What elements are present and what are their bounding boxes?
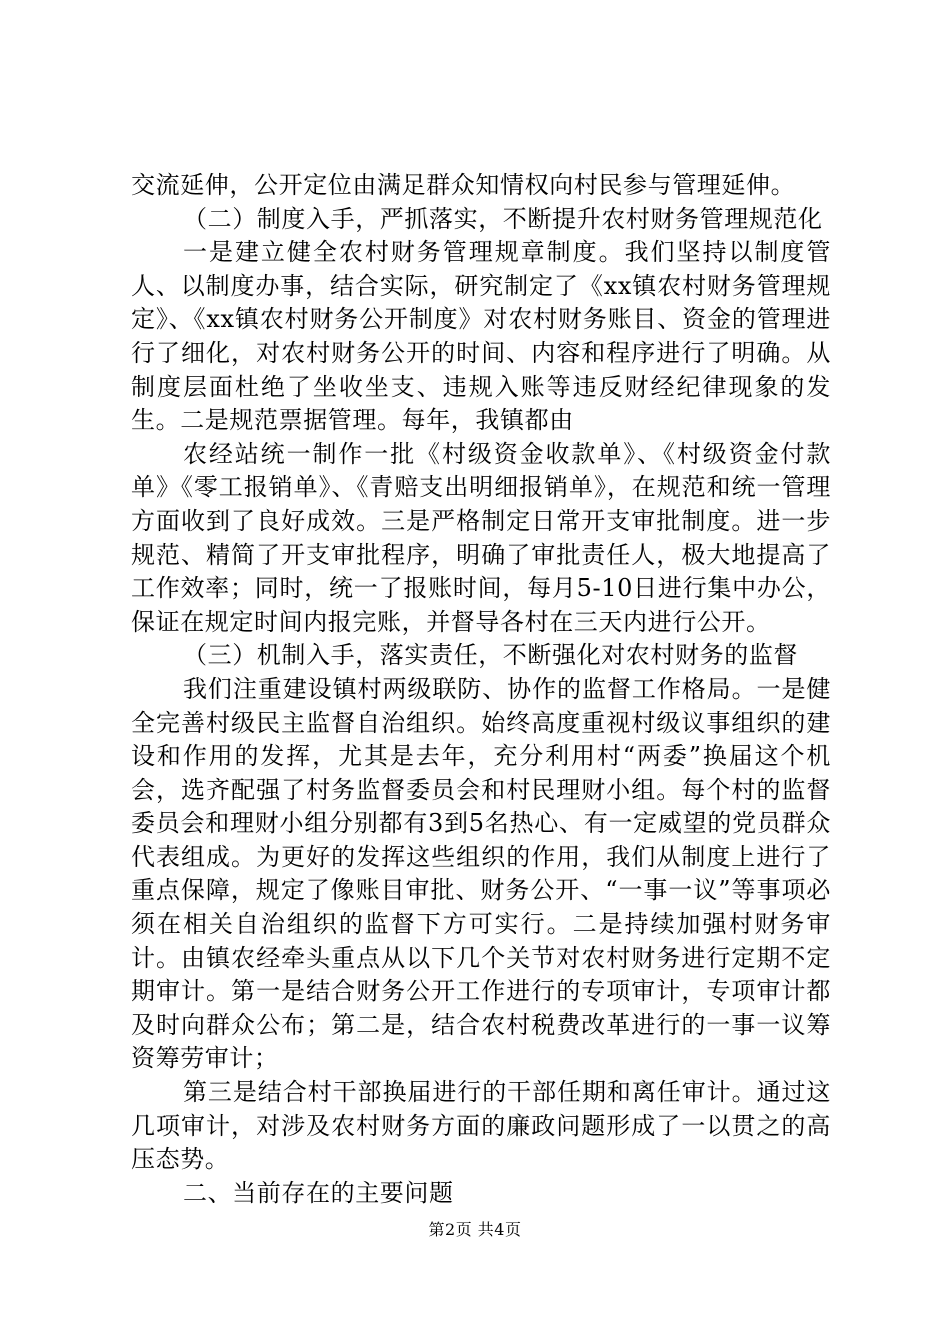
paragraph: 一是建立健全农村财务管理规章制度。我们坚持以制度管人、以制度办事，结合实际，研究制定了《xx镇农村财务管理规定》、《xx镇农村财务公开制度》对农村财务账目、资金的管理进行了细化，对农村财务公开的时间、内容和程序进行了明确。从制度层面杜绝了坐收坐支、违规入账等违反财经纪律现象的发生。二是规范票据管理。每年，我镇都由: [131, 238, 831, 435]
document-body: [131, 169, 831, 1210]
paragraph-continuation: 交流延伸，公开定位由满足群众知情权向村民参与管理延伸。: [131, 171, 796, 199]
paragraph: 我们注重建设镇村两级联防、协作的监督工作格局。一是健全完善村级民主监督自治组织。始终高度重视村级议事组织的建设和作用的发挥，尤其是去年，充分利用村“两委”换届这个机会，选齐配强了村务监督委员会和村民理财小组。每个村的监督委员会和理财小组分别都有3到5名热心、有一定威望的党员群众代表组成。为更好的发挥这些组织的作用，我们从制度上进行了重点保障，规定了像账目审批、财务公开、“一事一议”等事项必须在相关自治组织的监督下方可实行。二是持续加强村财务审计。由镇农经牵头重点从以下几个关节对农村财务进行定期不定期审计。第一是结合财务公开工作进行的专项审计，专项审计都及时向群众公布；第二是，结合农村税费改革进行的一事一议筹资筹劳审计；: [131, 674, 831, 1073]
paragraph: 农经站统一制作一批《村级资金收款单》、《村级资金付款单》《零工报销单》、《青赔支出明细报销单》，在规范和统一管理方面收到了良好成效。三是严格制定日常开支审批制度。进一步规范、精简了开支审批程序，明确了审批责任人，极大地提高了工作效率；同时，统一了报账时间，每月5-10日进行集中办公，保证在规定时间内报完账，并督导各村在三天内进行公开。: [131, 439, 831, 636]
section-heading-2: （二）制度入手，严抓落实，不断提升农村财务管理规范化: [183, 204, 823, 233]
chapter-heading: 二、当前存在的主要问题: [183, 1178, 454, 1207]
page-number-footer: 第2页 共4页: [428, 1220, 522, 1239]
paragraph: 第三是结合村干部换届进行的干部任期和离任审计。通过这几项审计，对涉及农村财务方面的廉政问题形成了一以贯之的高压态势。: [131, 1078, 831, 1174]
section-heading-3: （三）机制入手，落实责任，不断强化对农村财务的监督: [183, 641, 798, 670]
